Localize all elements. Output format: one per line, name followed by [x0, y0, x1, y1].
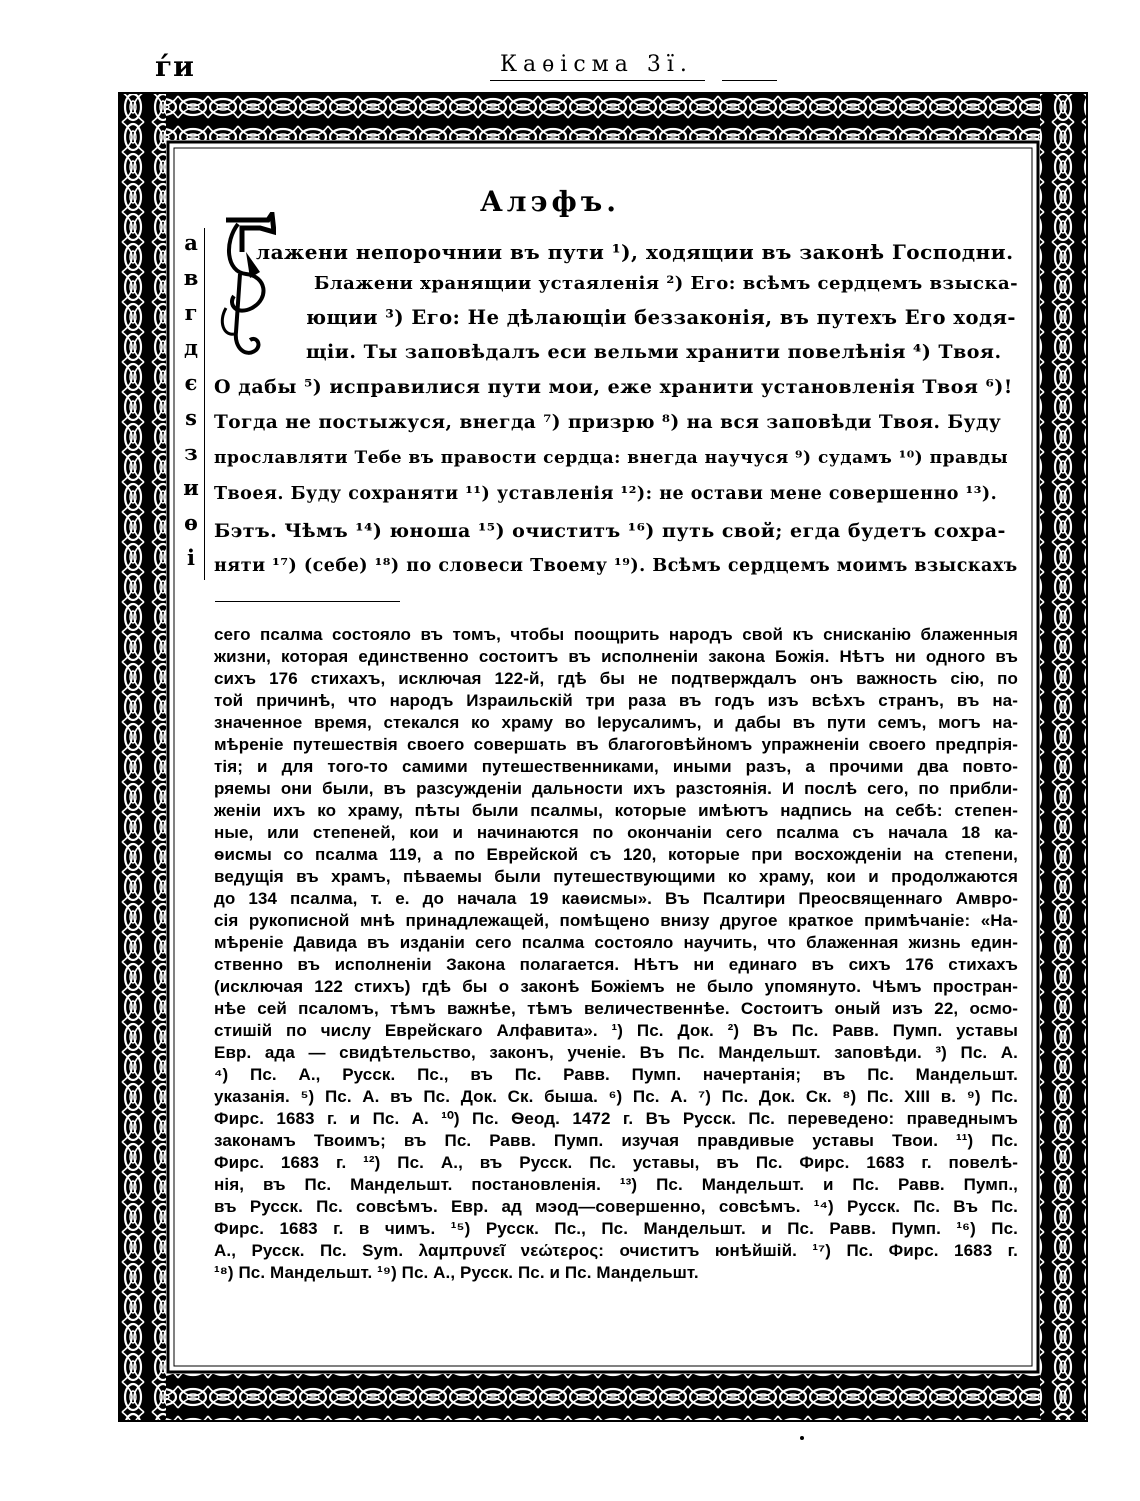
- header-rule: [490, 80, 705, 81]
- footnote-divider: [215, 601, 400, 602]
- verse-line: Твоея. Буду сохраняти ¹¹) уставленія ¹²): не остави мене совершенно ¹³).: [214, 484, 998, 504]
- verse-number: а: [184, 230, 198, 255]
- page-number: ѓи: [155, 50, 195, 83]
- section-title: Алэфъ.: [479, 185, 621, 218]
- header-rule: [722, 80, 777, 81]
- commentary-line: въ Русск. Пс. совсѣмъ. Евр. ад мэод—совершенно, совсѣмъ. ¹⁴) Русск. Пс. Въ Пс.: [214, 1197, 1018, 1216]
- commentary-line: А., Русск. Пс. Sym. λαμπρυνεῖ νεώτερος: очиститъ юнѣйшій. ¹⁷) Пс. Фирс. 1683 г.: [214, 1241, 1018, 1260]
- running-head: Каѳісма 3ї.: [500, 52, 693, 77]
- commentary-line: сихъ 176 стихахъ, исключая 122-й, гдѣ бы не подтверждалъ онъ важность сію, по: [214, 669, 1018, 688]
- commentary-line: Фирс. 1683 г. ¹²) Пс. А., въ Русск. Пс. уставы, въ Пс. Фирс. 1683 г. повелѣ-: [214, 1153, 1018, 1172]
- commentary-line: женіи ихъ ко храму, пѣты были псалмы, которые имѣютъ надпись на себѣ: степен-: [214, 801, 1018, 820]
- commentary-line: ведущія въ храмъ, пѣваемы были путешествующими ко храму, кои и продолжаются: [214, 867, 1018, 886]
- verse-line: прославляти Тебе въ правости сердца: внегда научуся ⁹) судамъ ¹⁰) правды: [214, 448, 1009, 468]
- commentary-line: ¹⁸) Пс. Мандельшт. ¹⁹) Пс. А., Русск. Пс. и Пс. Мандельшт.: [214, 1263, 699, 1282]
- verse-line: О дабы ⁵) исправилися пути мои, еже хранити установленія Твоя ⁶)!: [214, 376, 1013, 398]
- commentary-line: ные, или степеней, кои и начинаются по окончаніи сего псалма съ начала 18 ка-: [214, 823, 1018, 842]
- verse-number: ѕ: [185, 405, 197, 430]
- commentary-line: мѣреніе путешествія своего совершать въ благоговѣйномъ упражненіи своего предпрія-: [214, 735, 1018, 754]
- commentary-line: до 134 псалма, т. е. до начала 19 каѳисмы». Въ Псалтири Преосвященнаго Амвро-: [214, 889, 1018, 908]
- verse-number: в: [183, 265, 199, 290]
- commentary-line: сія рукописной мнѣ принадлежащей, помѣщено внизу другое краткое примѣчаніе: «На-: [214, 911, 1018, 930]
- dropcap-letter-icon: [216, 212, 276, 362]
- commentary-line: сего псалма состояло въ томъ, чтобы поощрить народъ свой къ снисканію блаженныя: [214, 625, 1018, 644]
- commentary-line: (исключая 122 стихъ) гдѣ бы о законѣ Божіемъ не было упомянуто. Чѣмъ простран-: [214, 977, 1018, 996]
- verse-number: є: [184, 370, 198, 395]
- commentary-line: жизни, которая единственно состоитъ въ исполненіи закона Божія. Нѣтъ ни одного въ: [214, 647, 1018, 666]
- verse-number: і: [187, 545, 195, 570]
- commentary-line: ряемы они были, въ разсужденіи дальности ихъ разстоянія. И послѣ сего, по прибли-: [214, 779, 1018, 798]
- verse-line: лажени непорочнии въ пути ¹), ходящии въ законѣ Господни.: [256, 240, 1014, 264]
- commentary-line: мѣреніе Давида въ изданіи сего псалма состояло научить, что блаженная жизнь един-: [214, 933, 1018, 952]
- commentary-line: ѳисмы со псалма 119, а по Еврейской съ 120, которые при восхожденіи на степени,: [214, 845, 1018, 864]
- commentary-line: значенное время, стекался ко храму во Іерусалимъ, и дабы въ пути семъ, могъ на-: [214, 713, 1018, 732]
- commentary-line: ственно въ исполненіи Закона полагается. Нѣтъ ни единаго въ сихъ 176 стихахъ: [214, 955, 1018, 974]
- verse-line: ющии ³) Его: Не дѣлающіи беззаконія, въ путехъ Его ходя-: [306, 306, 1016, 329]
- commentary-line: той причинѣ, что народъ Израильскій три раза въ годъ изъ всѣхъ странъ, въ на-: [214, 691, 1018, 710]
- commentary-line: Фирс. 1683 г. в чимъ. ¹⁵) Русск. Пс., Пс. Мандельшт. и Пс. Равв. Пумп. ¹⁶) Пс.: [214, 1219, 1018, 1238]
- verse-line: Бэтъ. Чѣмъ ¹⁴) юноша ¹⁵) очиститъ ¹⁶) путь свой; егда будетъ сохра-: [214, 520, 1006, 542]
- commentary-line: Евр. ада — свидѣтельство, законъ, ученіе. Въ Пс. Мандельшт. заповѣди. ³) Пс. А.: [214, 1043, 1018, 1062]
- verse-line: няти ¹⁷) (себе) ¹⁸) по словеси Твоему ¹⁹). Всѣмъ сердцемъ моимъ взыскахъ: [214, 556, 1018, 576]
- verse-number: д: [184, 335, 198, 360]
- print-mark: [800, 1436, 804, 1440]
- commentary-line: тія; и для того-то самими путешественниками, иными разъ, а прочими два повто-: [214, 757, 1018, 776]
- commentary-line: стишій по числу Еврейскаго Алфавита». ¹) Пс. Док. ²) Въ Пс. Равв. Пумп. уставы: [214, 1021, 1018, 1040]
- commentary-line: Фирс. 1683 г. и Пс. А. ¹⁰) Пс. Ѳеод. 1472 г. Въ Русск. Пс. переведено: праведнымъ: [214, 1109, 1018, 1128]
- verse-number: з: [184, 440, 198, 465]
- commentary-line: нія, въ Пс. Мандельшт. постановленія. ¹³) Пс. Мандельшт. и Пс. Равв. Пумп.,: [214, 1175, 1018, 1194]
- verse-number: г: [184, 300, 198, 325]
- commentary-line: законамъ Твоимъ; въ Пс. Равв. Пумп. изучая правдивые уставы Твои. ¹¹) Пс.: [214, 1131, 1018, 1150]
- verse-number: и: [183, 475, 199, 500]
- verse-line: Блажени хранящии устаяленія ²) Его: всѣмъ сердцемъ взыска-: [314, 273, 1019, 294]
- verse-line: щіи. Ты заповѣдалъ еси вельми хранити повелѣнія ⁴) Твоя.: [306, 341, 1002, 363]
- column-divider: [204, 228, 205, 580]
- commentary-line: ⁴) Пс. А., Русск. Пс., въ Пс. Равв. Пумп. начертанія; въ Пс. Мандельшт.: [214, 1065, 1018, 1084]
- commentary-line: нѣе сей псаломъ, тѣмъ важнѣе, тѣмъ величественнѣе. Состоитъ оный изъ 22, осмо-: [214, 999, 1018, 1018]
- verse-line: Тогда не постыжуся, внегда ⁷) призрю ⁸) на вся заповѣди Твоя. Буду: [214, 412, 1002, 433]
- commentary-line: указанія. ⁵) Пс. А. въ Пс. Док. Ск. бышa. ⁶) Пс. А. ⁷) Пс. Док. Ск. ⁸) Пс. XIII в. ⁹) Пс.: [214, 1087, 1018, 1106]
- verse-number: ѳ: [184, 510, 198, 535]
